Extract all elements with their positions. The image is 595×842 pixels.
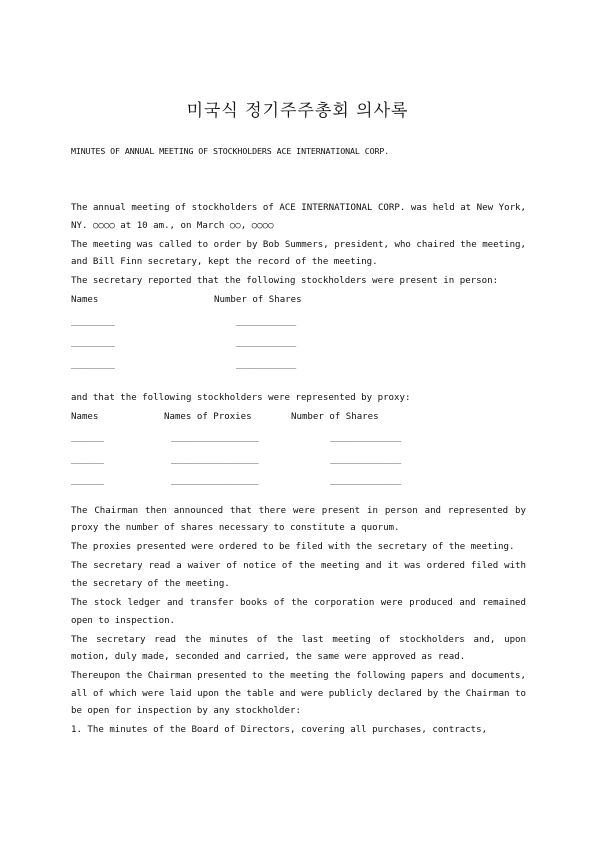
- present-header-names: Names: [71, 295, 99, 306]
- proxy-table-header: [71, 409, 526, 427]
- paragraph-called-to-order: The meeting was called to order by Bob Summers, president, who chaired the meeting, and Bill Finn secretary, kept the record of the meeting.: [71, 239, 526, 268]
- proxy-proxy-blank: ________________: [171, 454, 259, 465]
- paragraph-documents-presented: Thereupon the Chairman presented to the meeting the following papers and documents, all of which were laid upon the table and were publicly declared by the Chairman to be open for inspection by any stockholder:: [71, 671, 526, 717]
- proxy-name-blank: ______: [71, 454, 104, 465]
- paragraph-waiver-of-notice: The secretary read a waiver of notice of the meeting and it was ordered filed with the secretary of the meeting.: [71, 561, 526, 590]
- present-name-blank: ________: [71, 316, 115, 327]
- present-shares-blank: ___________: [236, 316, 297, 327]
- proxy-table-row: [71, 430, 526, 448]
- document-body: [71, 200, 526, 741]
- paragraph-minutes-approved: The secretary read the minutes of the last meeting of stockholders and, upon motion, duly made, seconded and carried, the same were approved as read.: [71, 634, 526, 663]
- proxy-header-names: Names: [71, 411, 99, 422]
- proxy-shares-blank: _____________: [330, 433, 402, 444]
- proxy-header-shares: Number of Shares: [291, 411, 379, 422]
- paragraph-stock-ledger: The stock ledger and transfer books of the corporation were produced and remained open to inspection.: [71, 598, 526, 626]
- proxy-proxy-blank: ________________: [171, 433, 259, 444]
- proxy-shares-blank: _____________: [330, 454, 402, 465]
- paragraph-meeting-held: The annual meeting of stockholders of ACE INTERNATIONAL CORP. was held at New York, NY. ○○○○ at 10 am., on March ○○, ○○○○: [71, 203, 526, 231]
- present-table-row: [71, 314, 526, 332]
- present-table-row: [71, 335, 526, 353]
- list-item-board-minutes: 1. The minutes of the Board of Directors, covering all purchases, contracts,: [71, 725, 488, 736]
- paragraph-represented-by-proxy: and that the following stockholders were represented by proxy:: [71, 392, 411, 403]
- proxy-proxy-blank: ________________: [171, 476, 259, 487]
- present-table-row: [71, 357, 526, 375]
- present-table: [71, 292, 526, 374]
- present-shares-blank: ___________: [236, 338, 297, 349]
- proxy-table: [71, 409, 526, 491]
- present-name-blank: ________: [71, 359, 115, 370]
- document-subtitle: MINUTES OF ANNUAL MEETING OF STOCKHOLDERS ACE INTERNATIONAL CORP.: [71, 146, 390, 156]
- proxy-shares-blank: _____________: [330, 476, 402, 487]
- paragraph-proxies-filed: The proxies presented were ordered to be filed with the secretary of the meeting.: [71, 542, 515, 553]
- present-header-shares: Number of Shares: [214, 295, 302, 306]
- document-title: 미국식 정기주주총회 의사록: [186, 101, 409, 121]
- present-shares-blank: ___________: [236, 359, 297, 370]
- proxy-header-proxies: Names of Proxies: [164, 411, 252, 422]
- paragraph-present-in-person: The secretary reported that the following stockholders were present in person:: [71, 276, 499, 287]
- proxy-table-row: [71, 452, 526, 470]
- paragraph-quorum: The Chairman then announced that there were present in person and represented by proxy the number of shares necessary to constitute a quorum.: [71, 505, 526, 534]
- present-name-blank: ________: [71, 338, 115, 349]
- proxy-name-blank: ______: [71, 476, 104, 487]
- proxy-name-blank: ______: [71, 433, 104, 444]
- present-table-header: [71, 292, 526, 310]
- proxy-table-row: [71, 473, 526, 491]
